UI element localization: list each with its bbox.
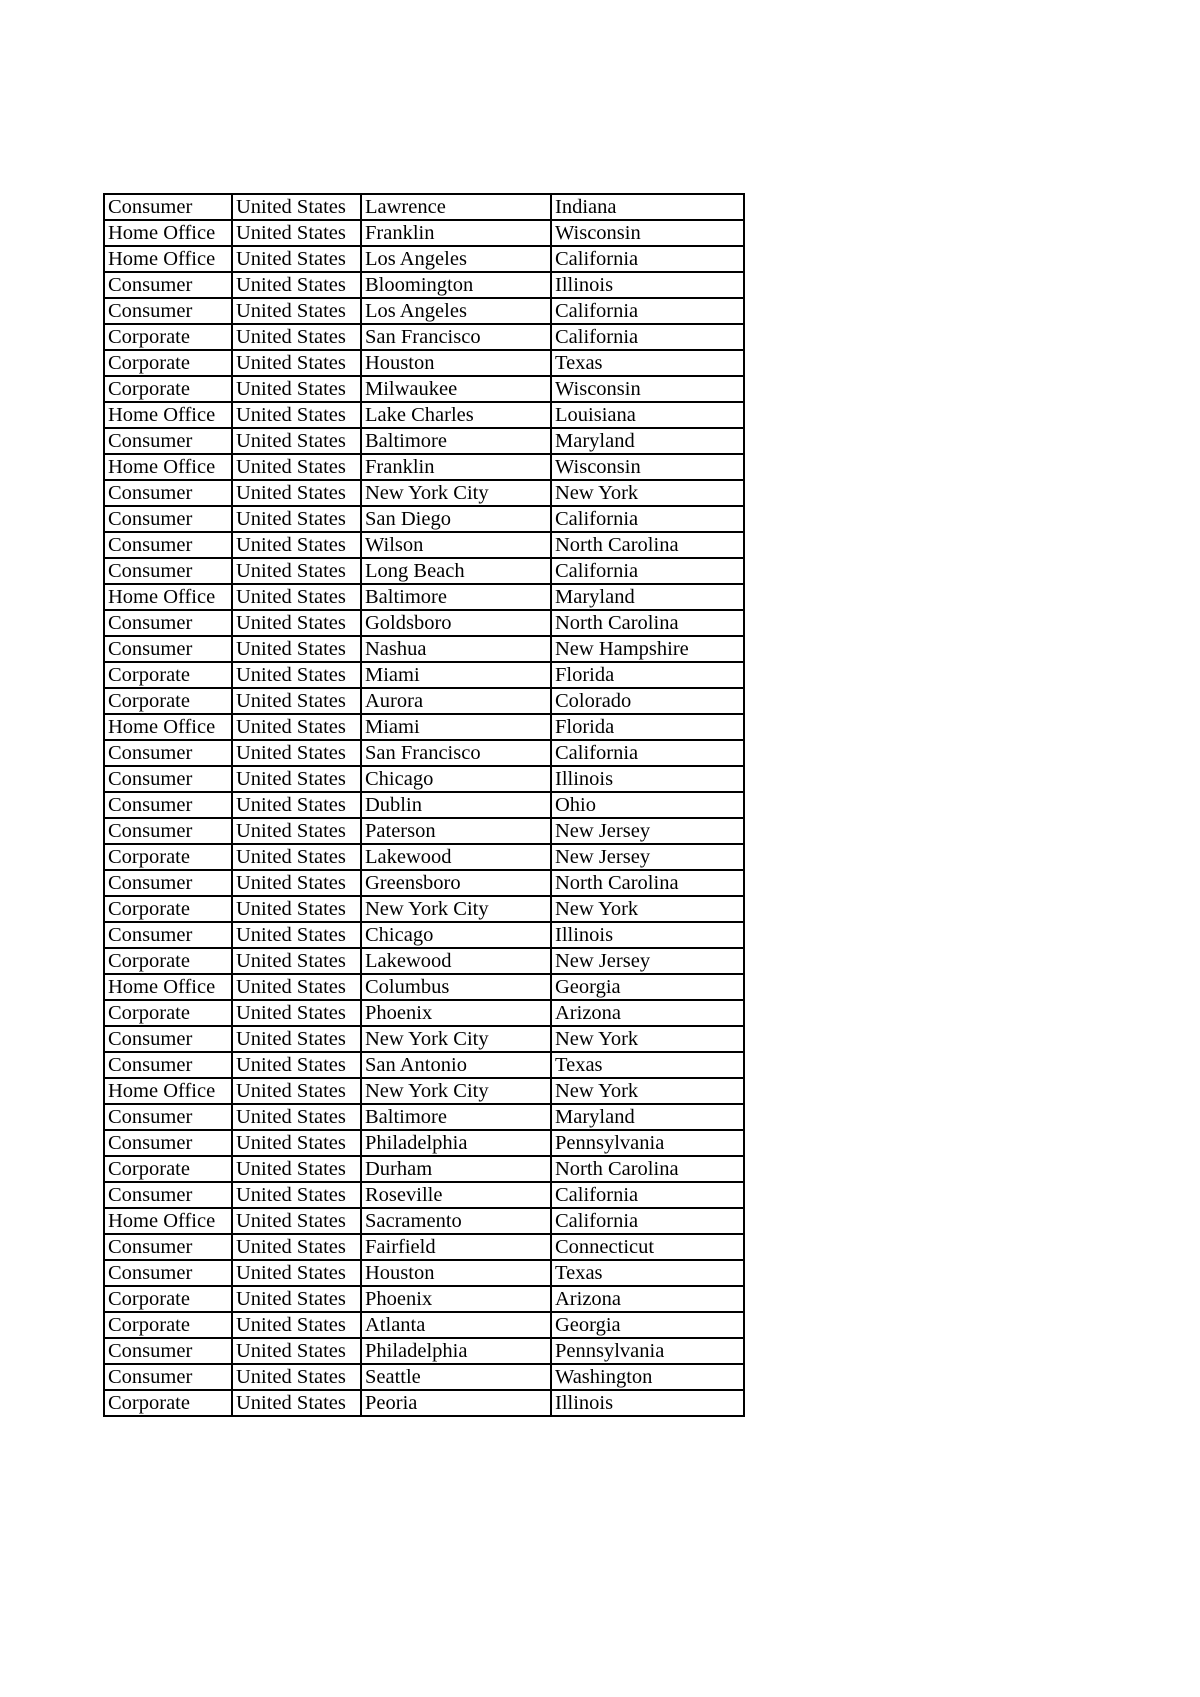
country-cell: United States xyxy=(232,714,361,740)
country-cell: United States xyxy=(232,896,361,922)
segment-cell: Home Office xyxy=(104,454,232,480)
segment-cell: Consumer xyxy=(104,1364,232,1390)
segment-cell: Consumer xyxy=(104,1260,232,1286)
segment-cell: Consumer xyxy=(104,818,232,844)
state-cell: Florida xyxy=(551,662,744,688)
table-row xyxy=(104,532,744,558)
state-cell: Washington xyxy=(551,1364,744,1390)
table-row xyxy=(104,350,744,376)
segment-cell: Home Office xyxy=(104,714,232,740)
table-row xyxy=(104,1208,744,1234)
city-cell: Phoenix xyxy=(361,1286,551,1312)
state-cell: Florida xyxy=(551,714,744,740)
city-cell: Houston xyxy=(361,1260,551,1286)
country-cell: United States xyxy=(232,298,361,324)
table-row xyxy=(104,1312,744,1338)
city-cell: Franklin xyxy=(361,454,551,480)
segment-cell: Home Office xyxy=(104,1078,232,1104)
state-cell: Georgia xyxy=(551,1312,744,1338)
country-cell: United States xyxy=(232,246,361,272)
state-cell: California xyxy=(551,1208,744,1234)
country-cell: United States xyxy=(232,194,361,220)
country-cell: United States xyxy=(232,1338,361,1364)
segment-cell: Corporate xyxy=(104,1156,232,1182)
country-cell: United States xyxy=(232,844,361,870)
country-cell: United States xyxy=(232,870,361,896)
segment-cell: Consumer xyxy=(104,506,232,532)
segment-cell: Consumer xyxy=(104,1182,232,1208)
state-cell: Ohio xyxy=(551,792,744,818)
table-row xyxy=(104,948,744,974)
country-cell: United States xyxy=(232,480,361,506)
city-cell: Los Angeles xyxy=(361,246,551,272)
city-cell: Franklin xyxy=(361,220,551,246)
city-cell: Fairfield xyxy=(361,1234,551,1260)
segment-cell: Home Office xyxy=(104,246,232,272)
segment-cell: Consumer xyxy=(104,532,232,558)
city-cell: Greensboro xyxy=(361,870,551,896)
state-cell: Maryland xyxy=(551,1104,744,1130)
country-cell: United States xyxy=(232,818,361,844)
city-cell: Lakewood xyxy=(361,844,551,870)
state-cell: Illinois xyxy=(551,272,744,298)
state-cell: Wisconsin xyxy=(551,376,744,402)
state-cell: New Jersey xyxy=(551,818,744,844)
city-cell: Phoenix xyxy=(361,1000,551,1026)
state-cell: California xyxy=(551,246,744,272)
segment-cell: Consumer xyxy=(104,1338,232,1364)
table-row xyxy=(104,844,744,870)
country-cell: United States xyxy=(232,922,361,948)
city-cell: Wilson xyxy=(361,532,551,558)
state-cell: North Carolina xyxy=(551,610,744,636)
country-cell: United States xyxy=(232,610,361,636)
table-row xyxy=(104,1026,744,1052)
table-row xyxy=(104,714,744,740)
table-row xyxy=(104,1338,744,1364)
city-cell: Lawrence xyxy=(361,194,551,220)
segment-cell: Consumer xyxy=(104,428,232,454)
state-cell: Maryland xyxy=(551,584,744,610)
state-cell: Arizona xyxy=(551,1286,744,1312)
segment-cell: Corporate xyxy=(104,688,232,714)
country-cell: United States xyxy=(232,792,361,818)
city-cell: Baltimore xyxy=(361,584,551,610)
table-row xyxy=(104,974,744,1000)
table-row xyxy=(104,584,744,610)
city-cell: Paterson xyxy=(361,818,551,844)
state-cell: California xyxy=(551,324,744,350)
state-cell: North Carolina xyxy=(551,870,744,896)
country-cell: United States xyxy=(232,1078,361,1104)
city-cell: San Francisco xyxy=(361,324,551,350)
city-cell: Roseville xyxy=(361,1182,551,1208)
country-cell: United States xyxy=(232,740,361,766)
segment-cell: Home Office xyxy=(104,1208,232,1234)
segment-cell: Corporate xyxy=(104,662,232,688)
country-cell: United States xyxy=(232,1104,361,1130)
table-row xyxy=(104,896,744,922)
table-row xyxy=(104,792,744,818)
table-row xyxy=(104,818,744,844)
segment-cell: Corporate xyxy=(104,324,232,350)
segment-cell: Consumer xyxy=(104,1026,232,1052)
segment-cell: Consumer xyxy=(104,480,232,506)
table-row xyxy=(104,246,744,272)
city-cell: Long Beach xyxy=(361,558,551,584)
table-row xyxy=(104,298,744,324)
table-row xyxy=(104,1104,744,1130)
table-row xyxy=(104,1364,744,1390)
city-cell: Lake Charles xyxy=(361,402,551,428)
segment-cell: Home Office xyxy=(104,974,232,1000)
country-cell: United States xyxy=(232,1182,361,1208)
table-row xyxy=(104,1130,744,1156)
city-cell: Peoria xyxy=(361,1390,551,1416)
table-row xyxy=(104,766,744,792)
country-cell: United States xyxy=(232,1364,361,1390)
country-cell: United States xyxy=(232,1286,361,1312)
state-cell: Pennsylvania xyxy=(551,1130,744,1156)
country-cell: United States xyxy=(232,350,361,376)
country-cell: United States xyxy=(232,766,361,792)
city-cell: New York City xyxy=(361,1078,551,1104)
country-cell: United States xyxy=(232,1234,361,1260)
state-cell: California xyxy=(551,558,744,584)
segment-cell: Consumer xyxy=(104,792,232,818)
table-row xyxy=(104,1234,744,1260)
city-cell: New York City xyxy=(361,1026,551,1052)
city-cell: Miami xyxy=(361,714,551,740)
country-cell: United States xyxy=(232,454,361,480)
city-cell: New York City xyxy=(361,480,551,506)
country-cell: United States xyxy=(232,272,361,298)
state-cell: Wisconsin xyxy=(551,220,744,246)
segment-cell: Consumer xyxy=(104,558,232,584)
state-cell: Texas xyxy=(551,1260,744,1286)
spreadsheet-page xyxy=(103,193,745,1417)
table-row xyxy=(104,194,744,220)
city-cell: Seattle xyxy=(361,1364,551,1390)
segment-cell: Home Office xyxy=(104,584,232,610)
country-cell: United States xyxy=(232,636,361,662)
city-cell: Baltimore xyxy=(361,1104,551,1130)
segment-cell: Consumer xyxy=(104,766,232,792)
data-table xyxy=(103,193,745,1417)
segment-cell: Corporate xyxy=(104,350,232,376)
segment-cell: Corporate xyxy=(104,1286,232,1312)
segment-cell: Consumer xyxy=(104,298,232,324)
state-cell: Arizona xyxy=(551,1000,744,1026)
state-cell: Illinois xyxy=(551,922,744,948)
segment-cell: Corporate xyxy=(104,1390,232,1416)
segment-cell: Consumer xyxy=(104,1234,232,1260)
state-cell: New Jersey xyxy=(551,844,744,870)
state-cell: Louisiana xyxy=(551,402,744,428)
table-row xyxy=(104,870,744,896)
city-cell: San Antonio xyxy=(361,1052,551,1078)
table-body xyxy=(104,194,744,1416)
country-cell: United States xyxy=(232,324,361,350)
state-cell: North Carolina xyxy=(551,532,744,558)
country-cell: United States xyxy=(232,1130,361,1156)
country-cell: United States xyxy=(232,506,361,532)
segment-cell: Consumer xyxy=(104,636,232,662)
city-cell: San Francisco xyxy=(361,740,551,766)
country-cell: United States xyxy=(232,1026,361,1052)
table-row xyxy=(104,1000,744,1026)
city-cell: Lakewood xyxy=(361,948,551,974)
country-cell: United States xyxy=(232,1052,361,1078)
state-cell: Illinois xyxy=(551,766,744,792)
city-cell: San Diego xyxy=(361,506,551,532)
table-row xyxy=(104,1260,744,1286)
country-cell: United States xyxy=(232,220,361,246)
country-cell: United States xyxy=(232,1156,361,1182)
country-cell: United States xyxy=(232,1312,361,1338)
country-cell: United States xyxy=(232,1260,361,1286)
state-cell: Texas xyxy=(551,350,744,376)
city-cell: Milwaukee xyxy=(361,376,551,402)
city-cell: Los Angeles xyxy=(361,298,551,324)
city-cell: Philadelphia xyxy=(361,1130,551,1156)
segment-cell: Corporate xyxy=(104,376,232,402)
country-cell: United States xyxy=(232,402,361,428)
table-row xyxy=(104,1156,744,1182)
table-row xyxy=(104,220,744,246)
state-cell: Connecticut xyxy=(551,1234,744,1260)
segment-cell: Consumer xyxy=(104,610,232,636)
table-row xyxy=(104,480,744,506)
city-cell: Atlanta xyxy=(361,1312,551,1338)
city-cell: Goldsboro xyxy=(361,610,551,636)
table-row xyxy=(104,740,744,766)
country-cell: United States xyxy=(232,1000,361,1026)
table-row xyxy=(104,1052,744,1078)
country-cell: United States xyxy=(232,428,361,454)
state-cell: Wisconsin xyxy=(551,454,744,480)
city-cell: Miami xyxy=(361,662,551,688)
country-cell: United States xyxy=(232,948,361,974)
segment-cell: Consumer xyxy=(104,1104,232,1130)
segment-cell: Consumer xyxy=(104,1130,232,1156)
segment-cell: Home Office xyxy=(104,220,232,246)
table-row xyxy=(104,376,744,402)
city-cell: Aurora xyxy=(361,688,551,714)
state-cell: Georgia xyxy=(551,974,744,1000)
segment-cell: Consumer xyxy=(104,740,232,766)
city-cell: Nashua xyxy=(361,636,551,662)
table-row xyxy=(104,1078,744,1104)
segment-cell: Corporate xyxy=(104,1000,232,1026)
city-cell: Houston xyxy=(361,350,551,376)
city-cell: Bloomington xyxy=(361,272,551,298)
table-row xyxy=(104,402,744,428)
segment-cell: Corporate xyxy=(104,896,232,922)
country-cell: United States xyxy=(232,688,361,714)
city-cell: New York City xyxy=(361,896,551,922)
segment-cell: Consumer xyxy=(104,870,232,896)
state-cell: New Jersey xyxy=(551,948,744,974)
table-row xyxy=(104,506,744,532)
city-cell: Sacramento xyxy=(361,1208,551,1234)
table-row xyxy=(104,662,744,688)
state-cell: California xyxy=(551,506,744,532)
table-row xyxy=(104,428,744,454)
state-cell: New York xyxy=(551,1078,744,1104)
state-cell: Maryland xyxy=(551,428,744,454)
segment-cell: Corporate xyxy=(104,1312,232,1338)
country-cell: United States xyxy=(232,974,361,1000)
country-cell: United States xyxy=(232,1390,361,1416)
country-cell: United States xyxy=(232,376,361,402)
state-cell: Texas xyxy=(551,1052,744,1078)
state-cell: New York xyxy=(551,896,744,922)
table-row xyxy=(104,272,744,298)
table-row xyxy=(104,324,744,350)
state-cell: New York xyxy=(551,480,744,506)
table-row xyxy=(104,1390,744,1416)
country-cell: United States xyxy=(232,1208,361,1234)
table-row xyxy=(104,454,744,480)
city-cell: Durham xyxy=(361,1156,551,1182)
city-cell: Chicago xyxy=(361,922,551,948)
city-cell: Chicago xyxy=(361,766,551,792)
state-cell: California xyxy=(551,1182,744,1208)
table-row xyxy=(104,610,744,636)
table-row xyxy=(104,558,744,584)
table-row xyxy=(104,688,744,714)
city-cell: Columbus xyxy=(361,974,551,1000)
state-cell: Illinois xyxy=(551,1390,744,1416)
table-row xyxy=(104,1286,744,1312)
segment-cell: Home Office xyxy=(104,402,232,428)
country-cell: United States xyxy=(232,532,361,558)
state-cell: New York xyxy=(551,1026,744,1052)
state-cell: California xyxy=(551,298,744,324)
table-row xyxy=(104,922,744,948)
country-cell: United States xyxy=(232,558,361,584)
country-cell: United States xyxy=(232,584,361,610)
city-cell: Philadelphia xyxy=(361,1338,551,1364)
state-cell: Indiana xyxy=(551,194,744,220)
city-cell: Dublin xyxy=(361,792,551,818)
segment-cell: Consumer xyxy=(104,272,232,298)
segment-cell: Corporate xyxy=(104,948,232,974)
state-cell: New Hampshire xyxy=(551,636,744,662)
segment-cell: Consumer xyxy=(104,922,232,948)
state-cell: California xyxy=(551,740,744,766)
country-cell: United States xyxy=(232,662,361,688)
state-cell: North Carolina xyxy=(551,1156,744,1182)
table-row xyxy=(104,1182,744,1208)
segment-cell: Consumer xyxy=(104,1052,232,1078)
city-cell: Baltimore xyxy=(361,428,551,454)
table-row xyxy=(104,636,744,662)
segment-cell: Corporate xyxy=(104,844,232,870)
state-cell: Pennsylvania xyxy=(551,1338,744,1364)
segment-cell: Consumer xyxy=(104,194,232,220)
state-cell: Colorado xyxy=(551,688,744,714)
